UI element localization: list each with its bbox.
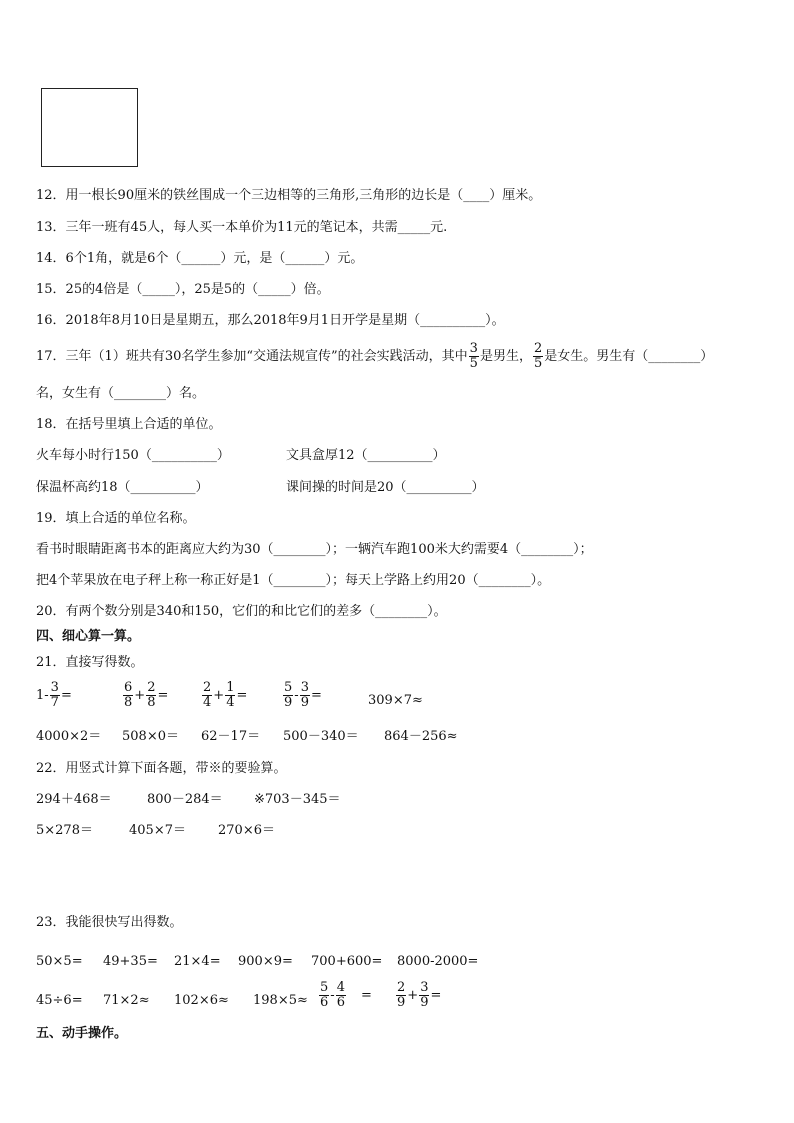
q22-r1-3: ※703－345＝ [254,792,341,807]
q21-title: 21．直接写得数。 [36,655,144,670]
q22-r1-2: 800－284＝ [147,792,223,807]
q17-line1: 17．三年（1）班共有30名学生参加“交通法规宣传”的社会实践活动，其中 $\frac{3}{5}$ 是男生， $\frac{2}{5}$ 是女生。男生有（________） [36,341,714,371]
q17-frac-boys: $\frac{3}{5}$ [469,341,478,371]
q12: 12．用一根长90厘米的铁丝围成一个三边相等的三角形,三角形的边长是（____）厘米。 [36,188,542,203]
q21-expr-5: 309×7≈ [368,693,423,708]
q18-b: 文具盒厚12（__________） [286,448,446,463]
q23-title: 23．我能很快写出得数。 [36,915,183,930]
q15: 15．25的4倍是（_____），25是5的（_____）倍。 [36,282,330,297]
section-5-title: 五、动手操作。 [36,1026,128,1041]
q22-r1-1: 294＋468＝ [36,792,112,807]
q18-a: 火车每小时行150（__________） [36,448,230,463]
q21-expr-3: $\frac{2}{4}$ + $\frac{1}{4}$ = [203,680,248,710]
q17-frac-girls: $\frac{2}{5}$ [533,341,543,371]
q23-r1-6: 8000-2000= [397,954,479,969]
q22-r2-1: 5×278＝ [36,823,93,838]
section-4-title: 四、细心算一算。 [36,629,141,644]
q18-d: 课间操的时间是20（__________） [286,480,485,495]
q19-l1: 看书时眼睛距离书本的距离应大约为30（________）；一辆汽车跑100米大约需要4（________）； [36,542,593,557]
q13: 13．三年一班有45人，每人买一本单价为11元的笔记本，共需_____元. [36,220,448,235]
q20: 20．有两个数分别是340和150，它们的和比它们的差多（________）。 [36,604,447,619]
q23-frac-expr-1: $\frac{5}{6}$ - $\frac{4}{6}$ = [320,980,372,1010]
q21-r2-2: 508×0＝ [122,729,179,744]
q21-r2-4: 500－340＝ [283,729,359,744]
q23-r2-2: 71×2≈ [103,993,150,1008]
q23-r2-3: 102×6≈ [174,993,229,1008]
q21-r2-1: 4000×2＝ [36,729,102,744]
q23-r2-1: 45÷6= [36,993,83,1008]
q23-r1-2: 49+35= [103,954,158,969]
q23-r1-4: 900×9= [238,954,293,969]
square-figure [41,88,138,167]
q18-title: 18．在括号里填上合适的单位。 [36,417,222,432]
q19-l2: 把4个苹果放在电子秤上称一称正好是1（________）；每天上学路上约用20（________）。 [36,573,551,588]
q23-r1-3: 21×4= [174,954,221,969]
q21-expr-1: 1- $\frac{3}{7}$ = [36,680,72,710]
q22-title: 22．用竖式计算下面各题，带※的要验算。 [36,761,287,776]
q16: 16．2018年8月10日是星期五，那么2018年9月1日开学是星期（__________）。 [36,313,505,328]
q17-line2: 名，女生有（________）名。 [36,386,206,401]
q22-r2-2: 405×7＝ [129,823,186,838]
q14: 14．6个1角，就是6个（______）元，是（______）元。 [36,251,364,266]
q23-r2-4: 198×5≈ [253,993,308,1008]
q22-r2-3: 270×6＝ [218,823,275,838]
q23-r1-5: 700+600= [311,954,383,969]
q23-r1-1: 50×5= [36,954,83,969]
q19-title: 19．填上合适的单位名称。 [36,511,196,526]
q18-c: 保温杯高约18（__________） [36,480,209,495]
q23-frac-expr-2: $\frac{2}{9}$ + $\frac{3}{9}$ = [397,980,442,1010]
q21-r2-5: 864－256≈ [384,729,458,744]
q21-expr-2: $\frac{6}{8}$ + $\frac{2}{8}$ = [124,680,169,710]
q21-expr-4: $\frac{5}{9}$ - $\frac{3}{9}$ = [284,680,322,710]
q21-r2-3: 62－17＝ [201,729,261,744]
